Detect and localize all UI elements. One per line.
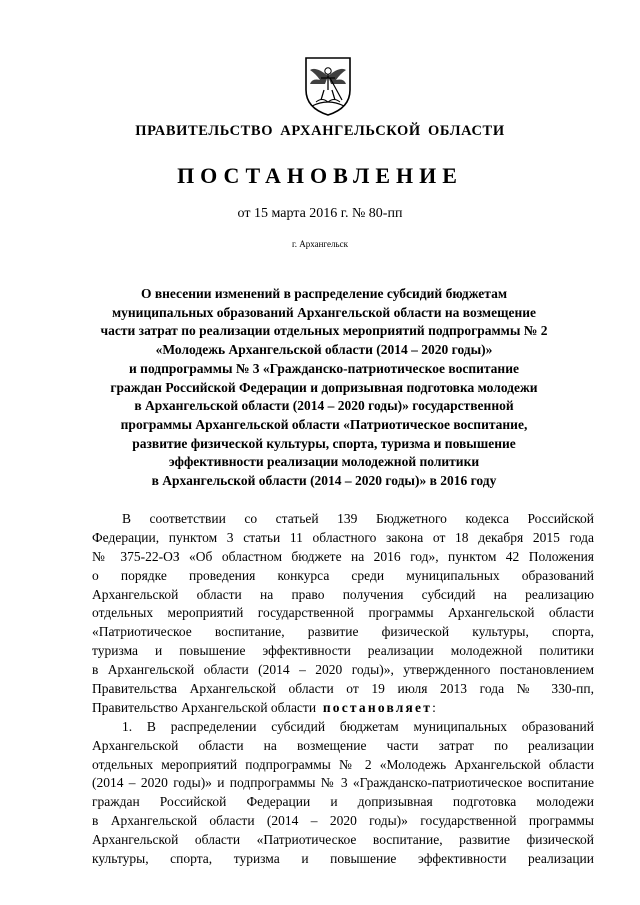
item-line: граждан Российской Федерации и допризывная подготовка молодежи (92, 794, 594, 810)
preamble-line: о порядке проведения конкурса среди муниципальных образований (92, 567, 594, 583)
resolves-word: постановляет (322, 699, 433, 715)
document-type: ПОСТАНОВЛЕНИЕ (177, 163, 463, 188)
document-body (92, 510, 594, 869)
document-date-number: от 15 марта 2016 г. № 80-пп (237, 206, 403, 221)
preamble-line: Федерации, пунктом 3 статьи 11 областного закона от 18 декабря 2015 года (92, 529, 594, 545)
title-line: граждан Российской Федерации и допризывная подготовка молодежи (110, 379, 538, 395)
item-line: Архангельской области на возмещение части затрат по реализации (92, 737, 594, 753)
preamble-line: № 375-22-ОЗ «Об областном бюджете на 2016 год», пунктом 42 Положения (92, 548, 594, 564)
title-line: муниципальных образований Архангельской области на возмещение (111, 304, 537, 320)
title-line: и подпрограммы № 3 «Гражданско-патриотическое воспитание (129, 360, 519, 376)
title-line: эффективности реализации молодежной политики (168, 454, 480, 470)
item-line: (2014 – 2020 годы)» и подпрограммы № 3 «Гражданско-патриотическое воспитание (92, 775, 594, 791)
preamble-line: Архангельской области на право получения субсидий на реализацию (92, 586, 594, 602)
document-title (80, 285, 568, 491)
title-line: части затрат по реализации отдельных мероприятий подпрограммы № 2 (100, 323, 548, 339)
item-line: в Архангельской области (2014 – 2020 годы)» государственной программы (92, 813, 594, 829)
resolves-colon: : (432, 699, 436, 715)
preamble-line: туризма и повышение эффективности реализации молодежной политики (92, 643, 594, 659)
item-line: отдельных мероприятий подпрограммы № 2 «Молодежь Архангельской области (92, 756, 594, 772)
coat-of-arms-icon (302, 54, 354, 118)
preamble-line: отдельных мероприятий государственной программы Архангельской области (92, 605, 594, 621)
preamble-line: Правительства Архангельской области от 19 июля 2013 года № 330-пп, (92, 681, 594, 697)
item-line: Архангельской области «Патриотическое воспитание, развитие физической (92, 832, 594, 848)
preamble-line: «Патриотическое воспитание, развитие физической культуры, спорта, (92, 624, 594, 640)
title-line: «Молодежь Архангельской области (2014 – 2020 годы)» (155, 342, 493, 358)
preamble-line: В соответствии со статьей 139 Бюджетного кодекса Российской (122, 511, 594, 526)
resolution-line (92, 699, 594, 718)
item-line: 1. В распределении субсидий бюджетам муниципальных образований (122, 718, 594, 734)
document-city: г. Архангельск (292, 239, 348, 249)
item-line: культуры, спорта, туризма и повышение эффективности реализации (92, 851, 594, 867)
title-line: развитие физической культуры, спорта, туризма и повышение (132, 435, 516, 451)
preamble-line: в Архангельской области (2014 – 2020 годы)», утвержденного постановлением (92, 662, 594, 678)
government-name: ПРАВИТЕЛЬСТВО АРХАНГЕЛЬСКОЙ ОБЛАСТИ (135, 123, 505, 139)
title-line: в Архангельской области (2014 – 2020 годы)» государственной (134, 398, 514, 414)
preamble-tail: Правительство Архангельской области (92, 699, 317, 715)
title-line: О внесении изменений в распределение субсидий бюджетам (140, 286, 508, 301)
title-line: программы Архангельской области «Патриотическое воспитание, (120, 416, 528, 432)
title-line: в Архангельской области (2014 – 2020 годы)» в 2016 году (151, 473, 497, 489)
